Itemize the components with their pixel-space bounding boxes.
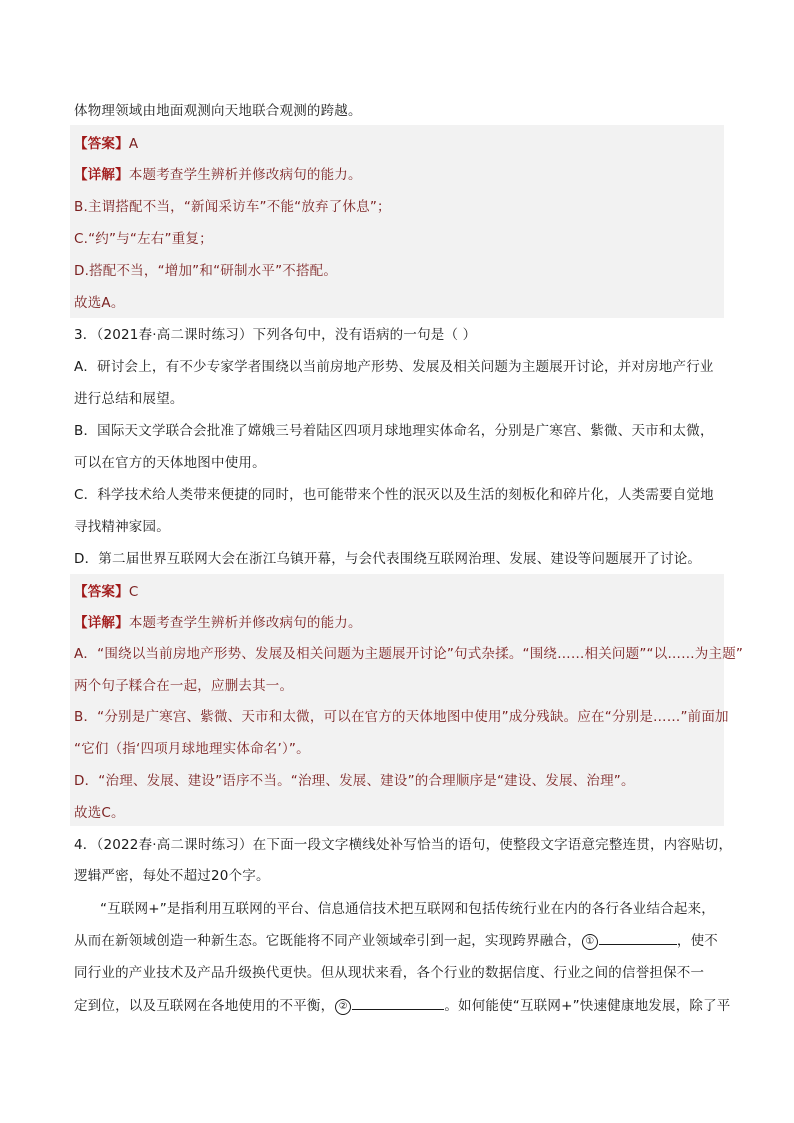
passage-line-4 bbox=[74, 995, 731, 1016]
explain-d-q3: D．“治理、发展、建设”语序不当。“治理、发展、建设”的合理顺序是“建设、发展、治理”。 bbox=[74, 773, 635, 789]
answer-value: C bbox=[128, 584, 139, 600]
answer-tag: 【答案】 bbox=[74, 584, 129, 600]
question-4-stem: 4．（2022春·高二课时练习）在下面一段文字横线处补写恰当的语句，使整段文字语意完整连贯，内容贴切， bbox=[74, 837, 733, 853]
explain-b-q3-cont: “它们（指‘四项月球地理实体命名’）”。 bbox=[74, 741, 310, 757]
explain-b-q3: B．“分别是广寒宫、紫微、天市和太微，可以在官方的天体地图中使用”成分残缺。应在“分别是……”前面加 bbox=[74, 709, 729, 725]
option-b-q3-cont: 可以在官方的天体地图中使用。 bbox=[74, 455, 266, 471]
explain-d-q2: D.搭配不当，“增加”和“研制水平”不搭配。 bbox=[74, 263, 338, 279]
answer-line-q3 bbox=[74, 582, 138, 602]
detail-line-q2 bbox=[74, 165, 362, 185]
option-a-q3-cont: 进行总结和展望。 bbox=[74, 391, 184, 407]
option-c-q3: C．科学技术给人类带来便捷的同时，也可能带来个性的泯灭以及生活的刻板化和碎片化，人类需要自觉地 bbox=[74, 487, 714, 503]
passage-line-1: “互联网+”是指利用互联网的平台、信息通信技术把互联网和包括传统行业在内的各行各业结合起来， bbox=[100, 901, 715, 917]
select-q2: 故选A。 bbox=[74, 295, 125, 311]
passage-text: 。如何能使“互联网+”快速健康地发展，除了平 bbox=[444, 998, 731, 1014]
question-3-stem: 3．（2021春·高二课时练习）下列各句中，没有语病的一句是（ ） bbox=[74, 327, 477, 343]
blank-number: ① bbox=[582, 934, 598, 950]
blank-number: ② bbox=[335, 999, 351, 1015]
answer-value: A bbox=[128, 136, 139, 152]
question-4-stem-cont: 逻辑严密，每处不超过20个字。 bbox=[74, 868, 270, 884]
fill-blank-2[interactable] bbox=[352, 995, 444, 1010]
passage-line-2 bbox=[74, 930, 718, 951]
option-b-q3: B．国际天文学联合会批准了嫦娥三号着陆区四项月球地理实体命名，分别是广寒宫、紫微、天市和太微， bbox=[74, 423, 714, 439]
passage-line-3: 同行业的产业技术及产品升级换代更快。但从现状来看，各个行业的数据信度、行业之间的信誉担保不一 bbox=[74, 965, 705, 981]
explain-a-q3: A．“围绕以当前房地产形势、发展及相关问题为主题展开讨论”句式杂揉。“围绕……相关问题”“以……为主题” bbox=[74, 646, 744, 662]
answer-tag: 【答案】 bbox=[74, 136, 129, 152]
detail-tag: 【详解】 bbox=[74, 615, 129, 631]
detail-tag: 【详解】 bbox=[74, 167, 129, 183]
option-a-q3: A．研讨会上，有不少专家学者围绕以当前房地产形势、发展及相关问题为主题展开讨论，并对房地产行业 bbox=[74, 359, 714, 375]
answer-line-q2 bbox=[74, 134, 138, 154]
detail-line-q3 bbox=[74, 613, 362, 633]
select-q3: 故选C。 bbox=[74, 805, 125, 821]
explain-c-q2: C.“约”与“左右”重复； bbox=[74, 231, 213, 247]
passage-text: 定到位，以及互联网在各地使用的不平衡， bbox=[74, 998, 335, 1014]
fill-blank-1[interactable] bbox=[599, 930, 677, 945]
option-c-q3-cont: 寻找精神家园。 bbox=[74, 519, 170, 535]
option-d-q3: D．第二届世界互联网大会在浙江乌镇开幕，与会代表围绕互联网治理、发展、建设等问题展开了讨论。 bbox=[74, 551, 702, 567]
detail-text: 本题考查学生辨析并修改病句的能力。 bbox=[128, 167, 362, 183]
passage-text: ，使不 bbox=[676, 933, 719, 949]
passage-text: 从而在新领域创造一种新生态。它既能将不同产业领域牵引到一起，实现跨界融合， bbox=[74, 933, 581, 949]
explain-a-q3-cont: 两个句子糅合在一起，应删去其一。 bbox=[74, 678, 294, 694]
answer-block-q2 bbox=[70, 125, 724, 318]
explain-b-q2: B.主谓搭配不当，“新闻采访车”不能“放弃了休息”； bbox=[74, 199, 391, 215]
text-line: 体物理领域由地面观测向天地联合观测的跨越。 bbox=[74, 103, 362, 119]
detail-text: 本题考查学生辨析并修改病句的能力。 bbox=[128, 615, 362, 631]
